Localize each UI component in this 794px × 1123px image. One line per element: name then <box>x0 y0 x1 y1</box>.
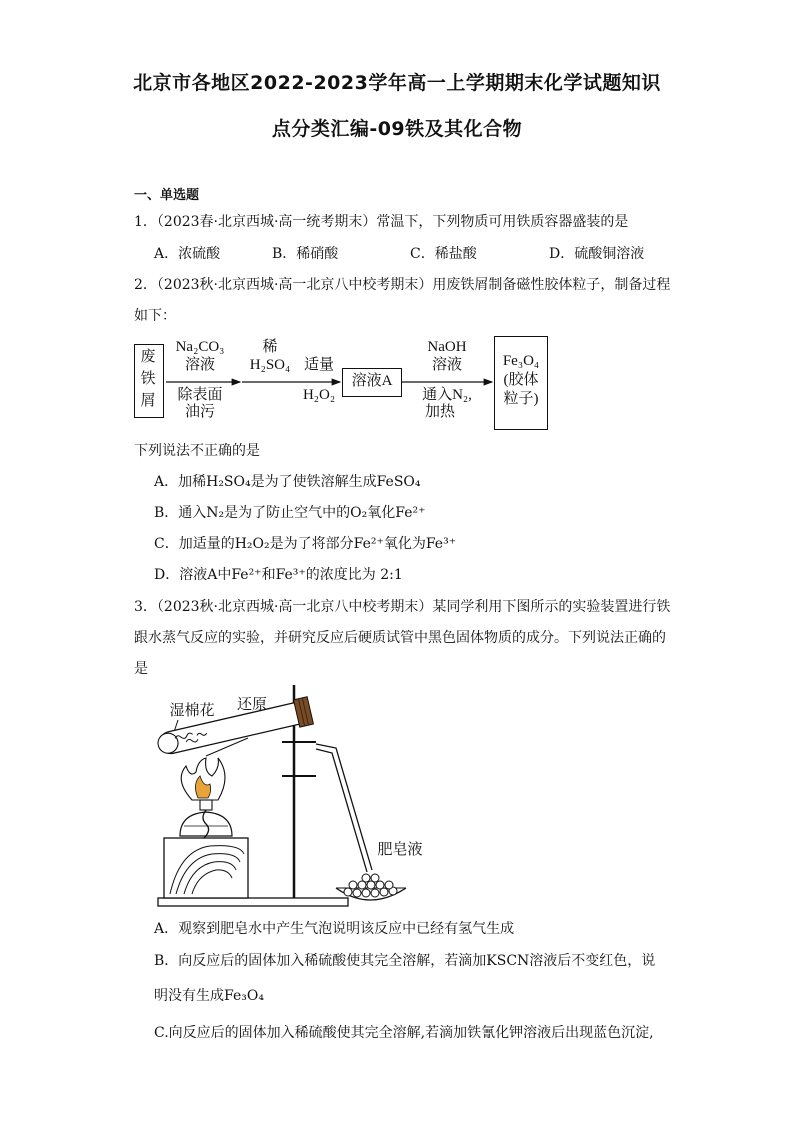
q3-option-b-line2: 明没有生成Fe₃O₄ <box>154 988 264 1004</box>
label-iron-powder-1: 还原 <box>236 697 267 713</box>
step3-reagent: H₂O₂ <box>302 387 336 403</box>
section-heading: 一、单选题 <box>134 188 200 203</box>
q3-option-b-line1: B．向反应后的固体加入稀硫酸使其完全溶解，若滴加KSCN溶液后不变红色，说 <box>154 953 656 969</box>
step3-amount: 适量 <box>303 357 334 373</box>
q1-option-a: A．浓硫酸 <box>154 246 221 262</box>
q1-stem: 1．（2023春·北京西城·高一统考期末）常温下，下列物质可用铁质容器盛装的是 <box>134 214 629 230</box>
step1-purpose2: 油污 <box>184 404 215 420</box>
label-soap-solution: 肥皂液 <box>377 842 423 858</box>
q1-option-d: D．硫酸铜溶液 <box>549 246 645 262</box>
q2-stem-line1: 2．（2023秋·北京西城·高一北京八中校考期末）用废铁屑制备磁性胶体粒子，制备过程 <box>134 277 671 293</box>
step1-purpose1: 除表面 <box>177 387 223 403</box>
q2-option-a: A．加稀H₂SO₄是为了使铁溶解生成FeSO₄ <box>154 474 421 490</box>
apparatus-drawing <box>140 680 460 910</box>
mid-box-label: 溶液A <box>351 373 393 389</box>
q3-option-a: A．观察到肥皂水中产生气泡说明该反应中已经有氢气生成 <box>154 921 515 937</box>
step4-condition1: 通入N₂, <box>422 387 472 403</box>
step2-reagent2: H₂SO₄ <box>249 357 291 373</box>
q2-stem-line2: 如下： <box>134 308 176 324</box>
start-box-label: 废 铁 屑 <box>140 349 156 409</box>
label-wet-cotton: 湿棉花 <box>169 703 215 719</box>
page-title-line2: 点分类汇编-09铁及其化合物 <box>271 118 523 140</box>
step4-reagent: NaOH <box>427 339 467 355</box>
q2-option-b: B．通入N₂是为了防止空气中的O₂氧化Fe²⁺ <box>154 505 426 521</box>
q3-stem-line3: 是 <box>134 661 148 677</box>
q3-stem-line1: 3．（2023秋·北京西城·高一北京八中校考期末）某同学利用下图所示的实验装置进行铁 <box>134 599 671 615</box>
step1-reagent-state: 溶液 <box>184 357 215 373</box>
q2-option-d: D．溶液A中Fe²⁺和Fe³⁺的浓度比为 2:1 <box>154 567 403 583</box>
end-box-line3: 粒子) <box>503 391 539 407</box>
step4-reagent-state: 溶液 <box>431 357 462 373</box>
q3-stem-line2: 跟水蒸气反应的实验，并研究反应后硬质试管中黑色固体物质的成分。下列说法正确的 <box>134 630 666 646</box>
page-title-line1: 北京市各地区2022-2023学年高一上学期期末化学试题知识 <box>133 72 661 94</box>
step4-condition2: 加热 <box>424 404 455 420</box>
end-box-line1: Fe₃O₄ <box>502 353 540 369</box>
q1-option-c: C．稀盐酸 <box>410 246 477 262</box>
q2-option-c: C．加适量的H₂O₂是为了将部分Fe²⁺氧化为Fe³⁺ <box>154 536 457 552</box>
q3-option-c-line1: C.向反应后的固体加入稀硫酸使其完全溶解,若滴加铁氰化钾溶液后出现蓝色沉淀, <box>154 1025 654 1041</box>
flow-arrows <box>0 0 794 440</box>
step2-reagent1: 稀 <box>262 339 278 355</box>
step1-reagent: Na₂CO₃ <box>175 339 225 355</box>
q1-option-b: B．稀硝酸 <box>272 246 339 262</box>
q2-prompt: 下列说法不正确的是 <box>134 443 260 459</box>
end-box-line2: (胶体 <box>503 372 539 388</box>
